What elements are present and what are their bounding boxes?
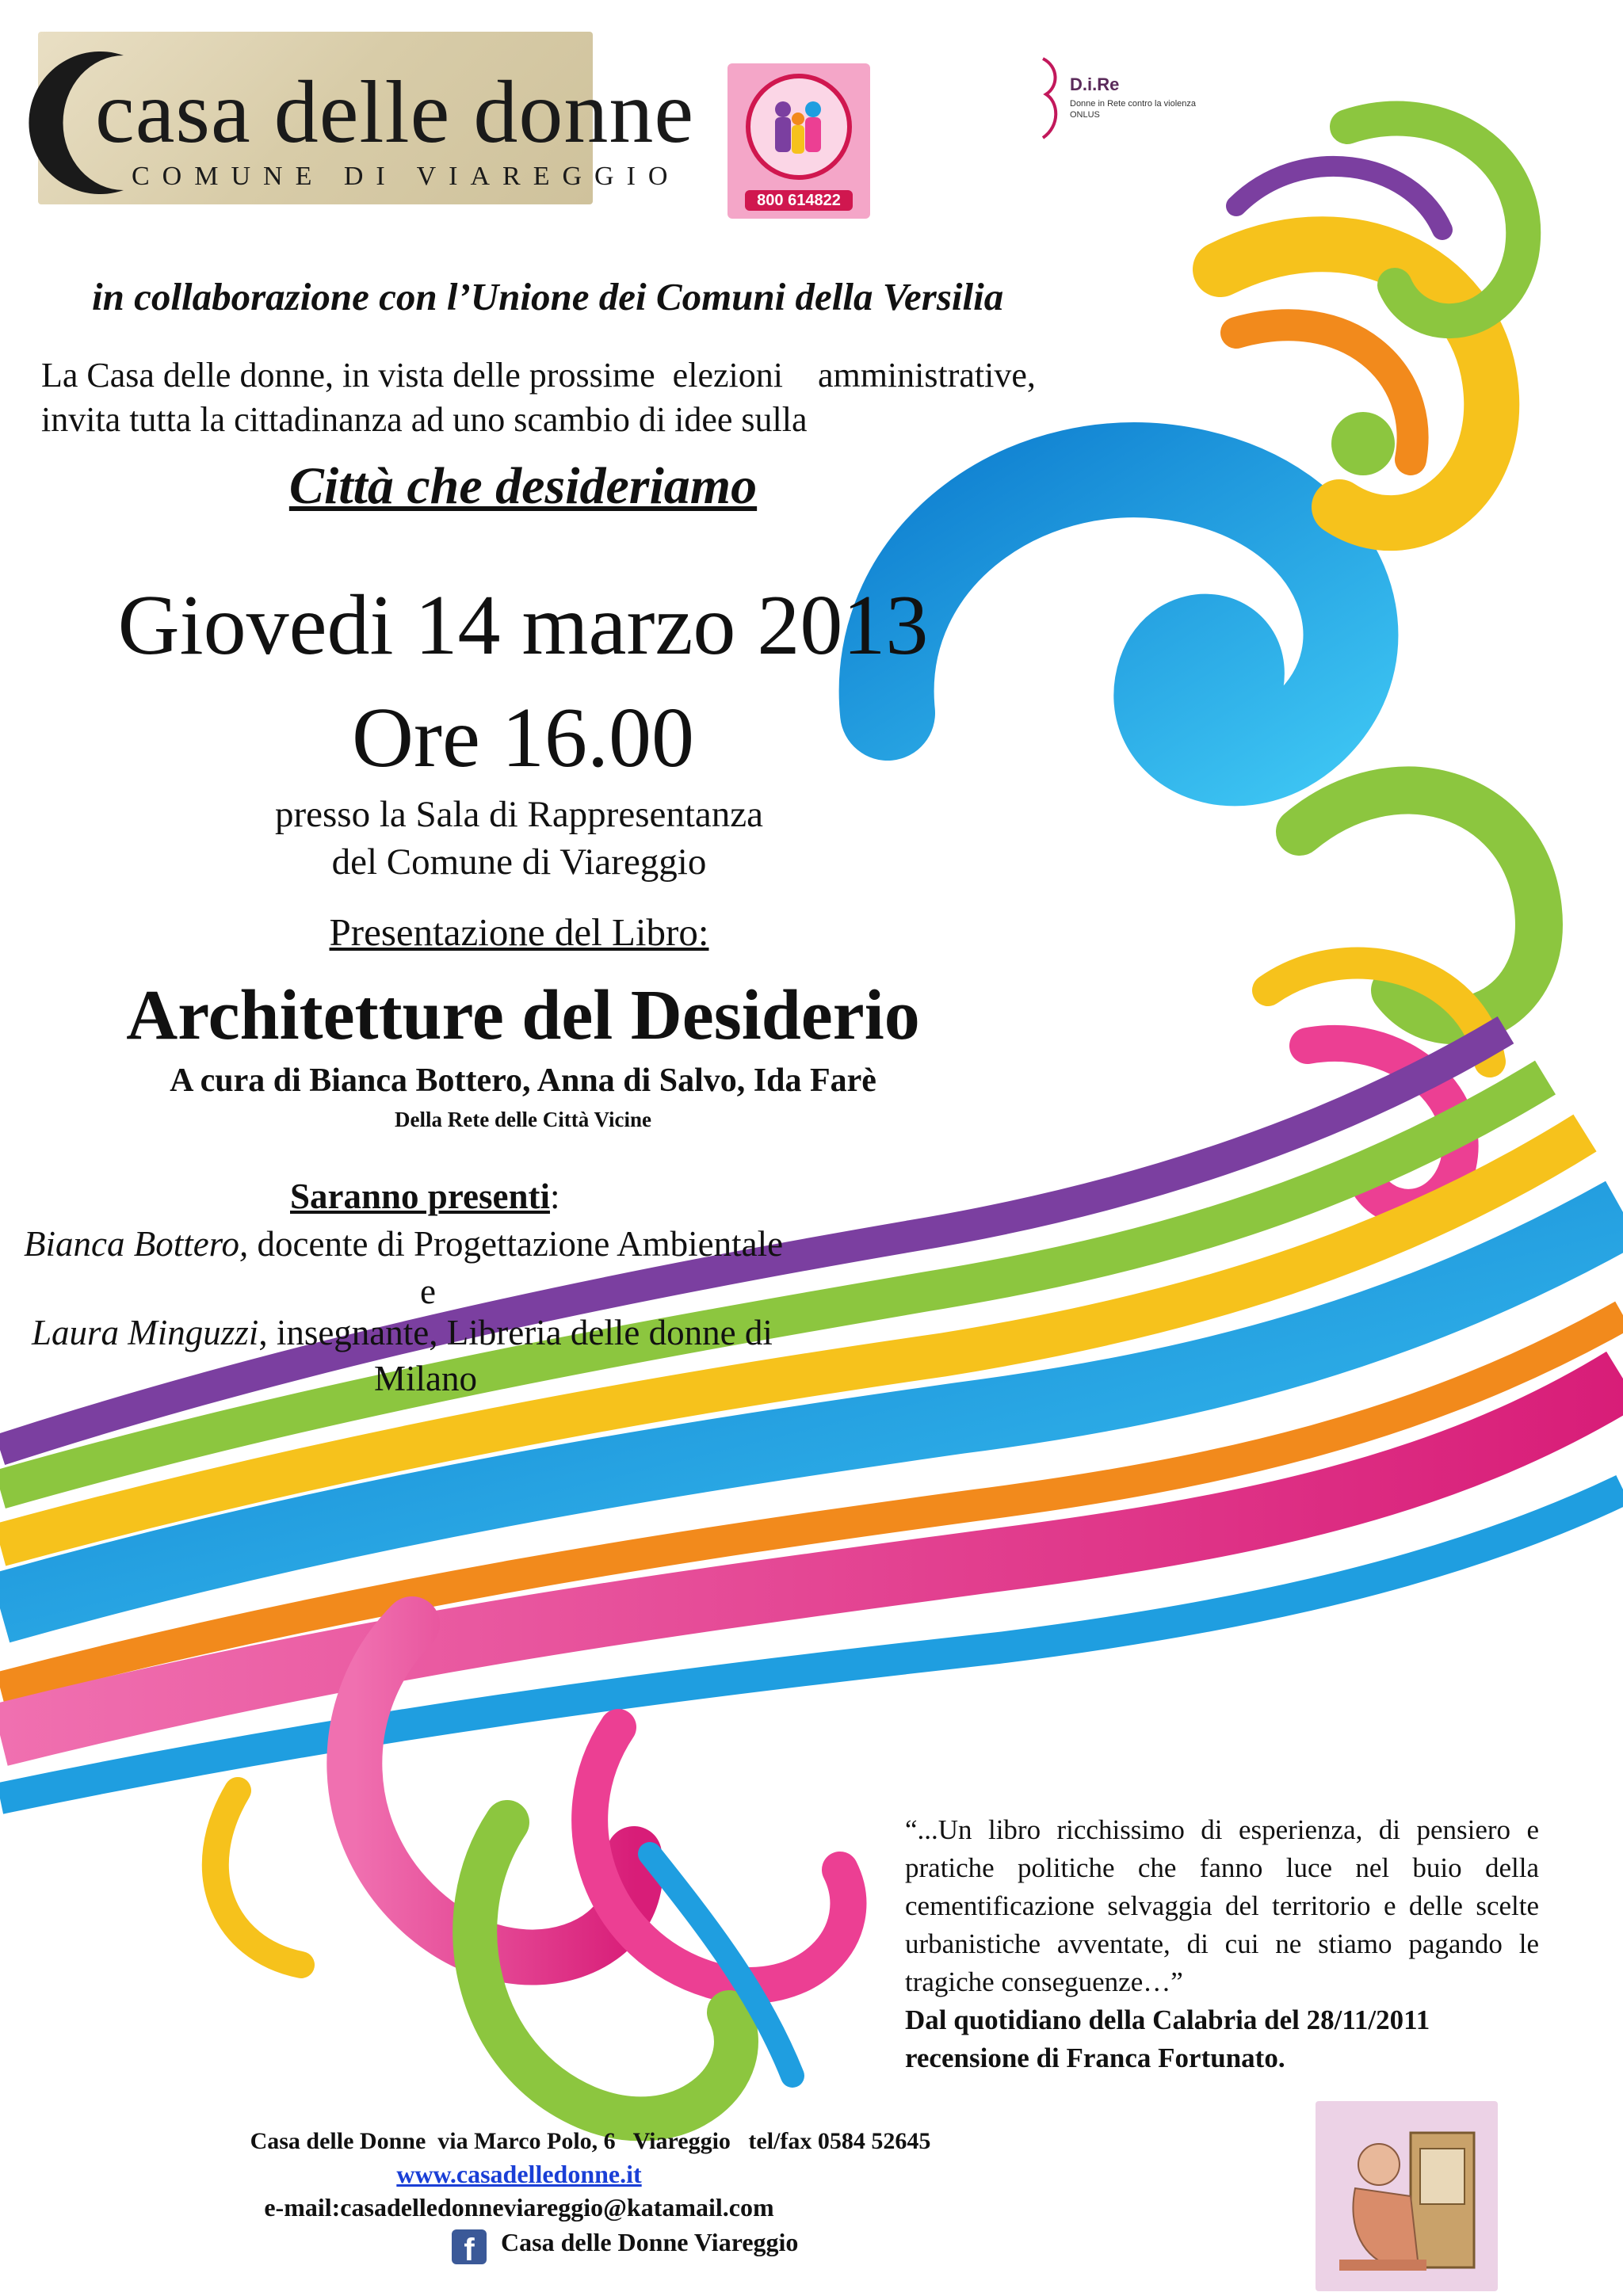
intro-line-1: La Casa delle donne, in vista delle prossime elezioni amministrative, <box>41 356 1036 395</box>
speaker-2-name: Laura Minguzzi <box>32 1313 259 1352</box>
dire-swirl-icon <box>1035 51 1067 146</box>
topic-title: Città che desideriamo <box>288 457 758 515</box>
speaker-1-role: docente di Progettazione Ambientale <box>248 1224 784 1264</box>
dire-name: D.i.Re <box>1070 74 1120 94</box>
footer-facebook-page[interactable]: Casa delle Donne Viareggio <box>501 2228 799 2256</box>
book-network: Della Rete delle Città Vicine <box>395 1108 651 1131</box>
speakers-heading-colon: : <box>549 1177 560 1216</box>
review-source-line-1: Dal quotidiano della Calabria del 28/11/2011 <box>905 2004 1430 2035</box>
women-circle-icon <box>727 63 870 190</box>
review-quote: “...Un libro ricchissimo di esperienza, di pensiero e pratiche politiche che fanno luce nel buio della cementificazione selvaggia del territorio e delle scelte urbanistiche avventate, di cui ne stiamo pagando le tragiche conseguenze…” <box>905 1814 1539 1997</box>
event-time: Ore 16.00 <box>352 691 694 785</box>
luna-altra-logo <box>727 63 870 219</box>
speaker-2-role-continued: Milano <box>374 1359 477 1398</box>
reader-illustration-icon <box>1316 2101 1498 2291</box>
luna-phone-number: 800 614822 <box>745 190 853 211</box>
casa-logo-text: casa delle donne <box>95 63 695 162</box>
speaker-1-name: Bianca Bottero, <box>24 1224 249 1264</box>
venue-line-2: del Comune di Viareggio <box>331 841 707 883</box>
speakers-heading-text: Saranno presenti <box>290 1177 550 1216</box>
facebook-icon[interactable]: f <box>452 2229 487 2264</box>
review-source-line-2: recensione di Franca Fortunato. <box>905 2042 1285 2073</box>
casa-delle-donne-logo <box>38 32 695 204</box>
review-source <box>905 2001 1430 2077</box>
speaker-2 <box>32 1312 773 1353</box>
speaker-2-role: , insegnante, Libreria delle donne di <box>258 1313 773 1352</box>
dire-description: Donne in Rete contro la violenza ONLUS <box>1070 99 1196 120</box>
event-date: Giovedi 14 marzo 2013 <box>117 578 929 673</box>
collaboration-line: in collaborazione con l’Unione dei Comuni della Versilia <box>92 275 1004 318</box>
intro-line-2: invita tutta la cittadinanza ad uno scambio di idee sulla <box>41 400 808 439</box>
speaker-1 <box>24 1223 783 1264</box>
intro-text <box>41 353 1036 442</box>
speakers-heading <box>290 1176 559 1217</box>
event-venue <box>0 791 1038 886</box>
presentation-label: Presentazione del Libro: <box>329 910 709 954</box>
reader-illustration <box>1316 2101 1498 2291</box>
casa-logo-subtitle: COMUNE DI VIAREGGIO <box>132 162 681 191</box>
dire-logo <box>1035 51 1225 146</box>
footer-website-link[interactable]: www.casadelledonne.it <box>396 2160 642 2188</box>
footer-email[interactable]: e-mail:casadelledonneviareggio@katamail.com <box>264 2193 774 2222</box>
footer-address: Casa delle Donne via Marco Polo, 6 Viareggio tel/fax 0584 52645 <box>250 2128 931 2154</box>
book-title: Architetture del Desiderio <box>126 976 920 1055</box>
speakers-conjunction: e <box>420 1272 436 1311</box>
venue-line-1: presso la Sala di Rappresentanza <box>274 794 763 835</box>
book-curators: A cura di Bianca Bottero, Anna di Salvo, Ida Farè <box>170 1062 876 1099</box>
